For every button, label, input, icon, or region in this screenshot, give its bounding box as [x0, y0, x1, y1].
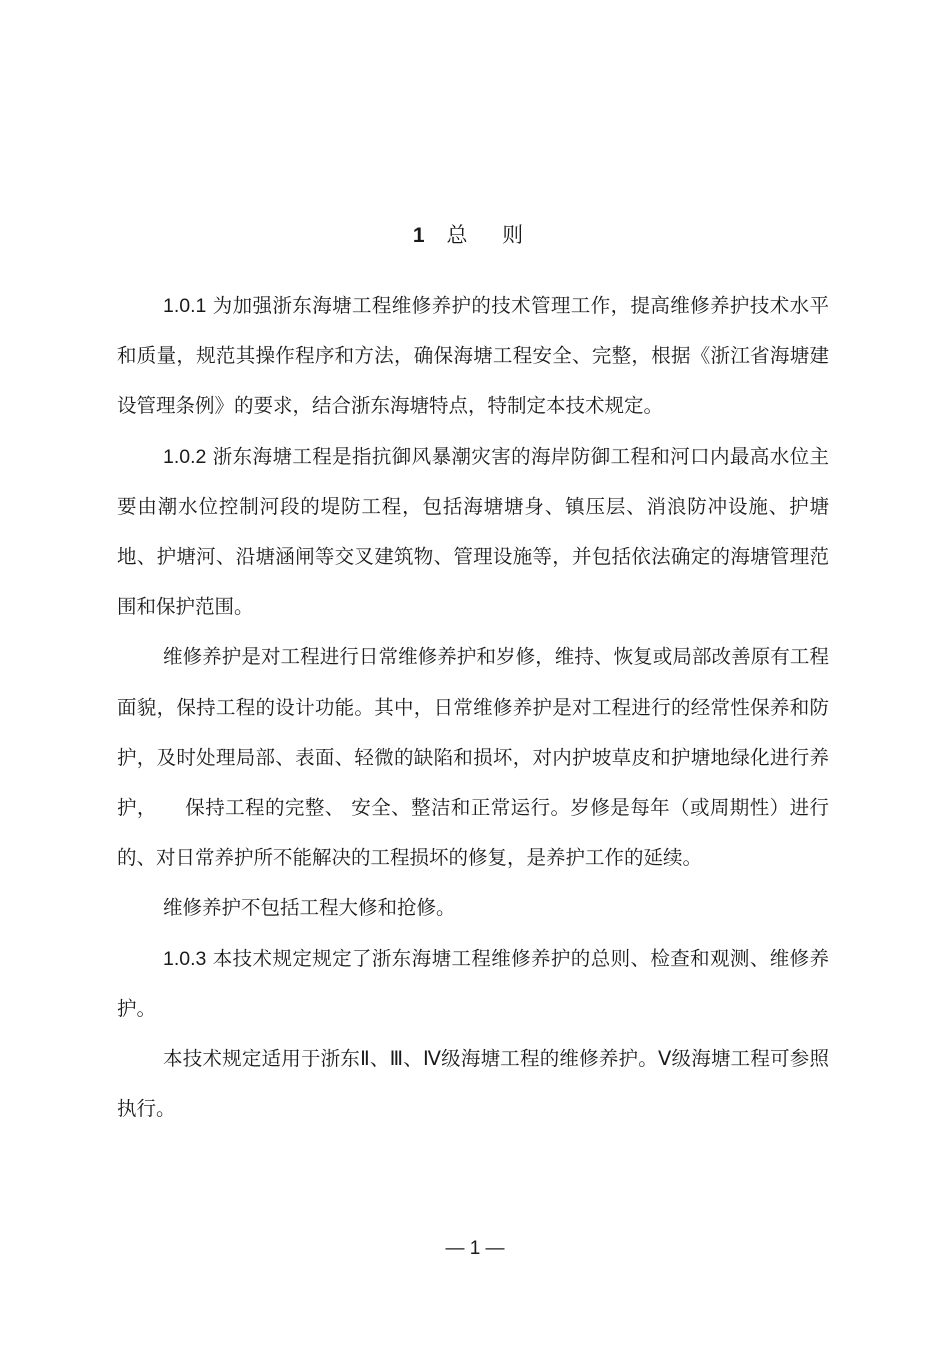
clause-number: 1.0.3 — [163, 947, 207, 970]
chapter-number: 1 — [412, 224, 425, 247]
paragraph-text-part-b: 保持工程的完整、 安全、整洁和正常运行。岁修是每年（或周期性）进行的、对日常养护所不能解决的工程损坏的修复，是养护工作的延续。 — [117, 796, 829, 870]
clause-text: 本技术规定规定了浙东海塘工程维修养护的总则、检查和观测、维修养护。 — [117, 946, 829, 1020]
maintenance-exclusion-paragraph — [117, 883, 829, 933]
document-body — [117, 281, 829, 1134]
clause-1-0-1 — [117, 281, 829, 432]
clause-text: 浙东海塘工程是指抗御风暴潮灾害的海岸防御工程和河口内最高水位主要由潮水位控制河段的堤防工程，包括海塘塘身、镇压层、消浪防冲设施、护塘地、护塘河、沿塘涵闸等交叉建筑物、管理设施等，并包括依法确定的海塘管理范围和保护范围。 — [117, 444, 829, 619]
clause-number: 1.0.1 — [163, 295, 207, 317]
page-number: — 1 — — [445, 1238, 505, 1259]
clause-1-0-3 — [117, 934, 829, 1034]
chapter-heading — [0, 218, 950, 253]
clause-text: 为加强浙东海塘工程维修养护的技术管理工作，提高维修养护技术水平和质量，规范其操作程序和方法，确保海塘工程安全、完整，根据《浙江省海塘建设管理条例》的要求，结合浙东海塘特点，特制定本技术规定。 — [117, 294, 829, 418]
chapter-title: 总 则 — [446, 223, 538, 247]
paragraph-text: 维修养护不包括工程大修和抢修。 — [163, 896, 456, 920]
paragraph-text: 本技术规定适用于浙东Ⅱ、Ⅲ、Ⅳ级海塘工程的维修养护。Ⅴ级海塘工程可参照执行。 — [117, 1047, 829, 1121]
clause-number: 1.0.2 — [163, 445, 207, 468]
scope-paragraph — [117, 1034, 829, 1134]
clause-1-0-2 — [117, 432, 829, 633]
paragraph-text-part-a: 维修养护是对工程进行日常维修养护和岁修，维持、恢复或局部改善原有工程面貌，保持工程的设计功能。其中，日常维修养护是对工程进行的经常性保养和防护，及时处理局部、表面、轻微的缺陷和损坏，对内护坡草皮和护塘地绿化进行养护， — [117, 645, 829, 820]
maintenance-definition-paragraph — [117, 632, 829, 883]
